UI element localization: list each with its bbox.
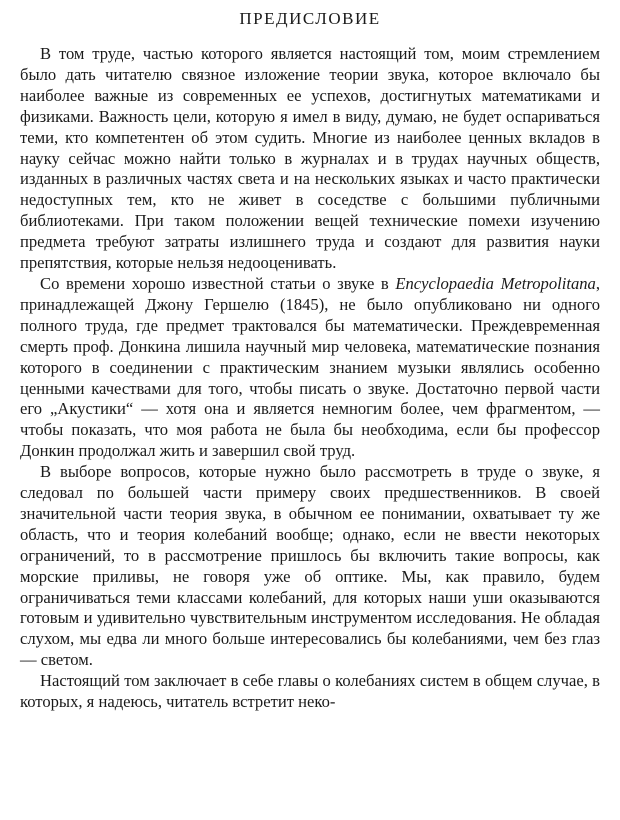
paragraph-2-text-after: , принадлежащей Джону Гершелю (1845), не было опубликовано ни одного полного труда, где предмет трактовался бы математически. Преждевременная смерть проф. Донкина лишила научный мир человека, математические познания которого в соединении с практическим знанием музыки являлись особенно ценными качествами для того, чтобы писать о звуке. Достаточно первой части его „Акустики“ — хотя она и является немногим более, чем фрагментом, — чтобы показать, что моя работа не была бы необходима, если бы профессор Донкин продолжал жить и завершил свой труд.: [20, 273, 600, 461]
preface-title: ПРЕДИСЛОВИЕ: [239, 9, 381, 28]
book-page: [20, 8, 600, 713]
paragraph-1: В том труде, частью которого является настоящий том, моим стремлением было дать читателю связное изложение теории звука, которое включало бы наиболее важные из современных ее успехов, достигнутых математиками и физиками. Важность цели, которую я имел в виду, думаю, не будет оспариваться теми, кто компетентен об этом судить. Многие из наиболее ценных вкладов в науку сейчас можно найти только в журналах и в трудах научных обществ, изданных в различных частях света и на нескольких языках и часто практически недоступных тем, кто не живет в соседстве с большими публичными библиотеками. При таком положении вещей технические помехи изучению предмета требуют затраты излишнего труда и создают для развития науки препятствия, которые нельзя недооценивать.: [20, 44, 600, 273]
paragraph-3: В выборе вопросов, которые нужно было рассмотреть в труде о звуке, я следовал по большей части примеру своих предшественников. В своей значительной части теория звука, в обычном ее понимании, охватывает ту же область, что и теория колебаний вообще; однако, если не ввести некоторых ограничений, то в рассмотрение пришлось бы включить такие вопросы, как морские приливы, не говоря уже об оптике. Мы, как правило, будем ограничиваться теми классами колебаний, для которых наши уши оказываются готовым и удивительно чувствительным инструментом исследования. Не обладая слухом, мы едва ли много больше интересовались бы колебаниями, чем без глаз — светом.: [20, 462, 600, 670]
paragraph-2-text-before: Со времени хорошо известной статьи о звуке в: [40, 273, 396, 293]
paragraph-4: Настоящий том заключает в себе главы о колебаниях систем в общем случае, в которых, я надеюсь, читатель встретит неко-: [20, 671, 600, 712]
encyclopaedia-title: Encyclopaedia Metropolitana: [395, 273, 596, 293]
paragraph-2: [20, 274, 600, 462]
